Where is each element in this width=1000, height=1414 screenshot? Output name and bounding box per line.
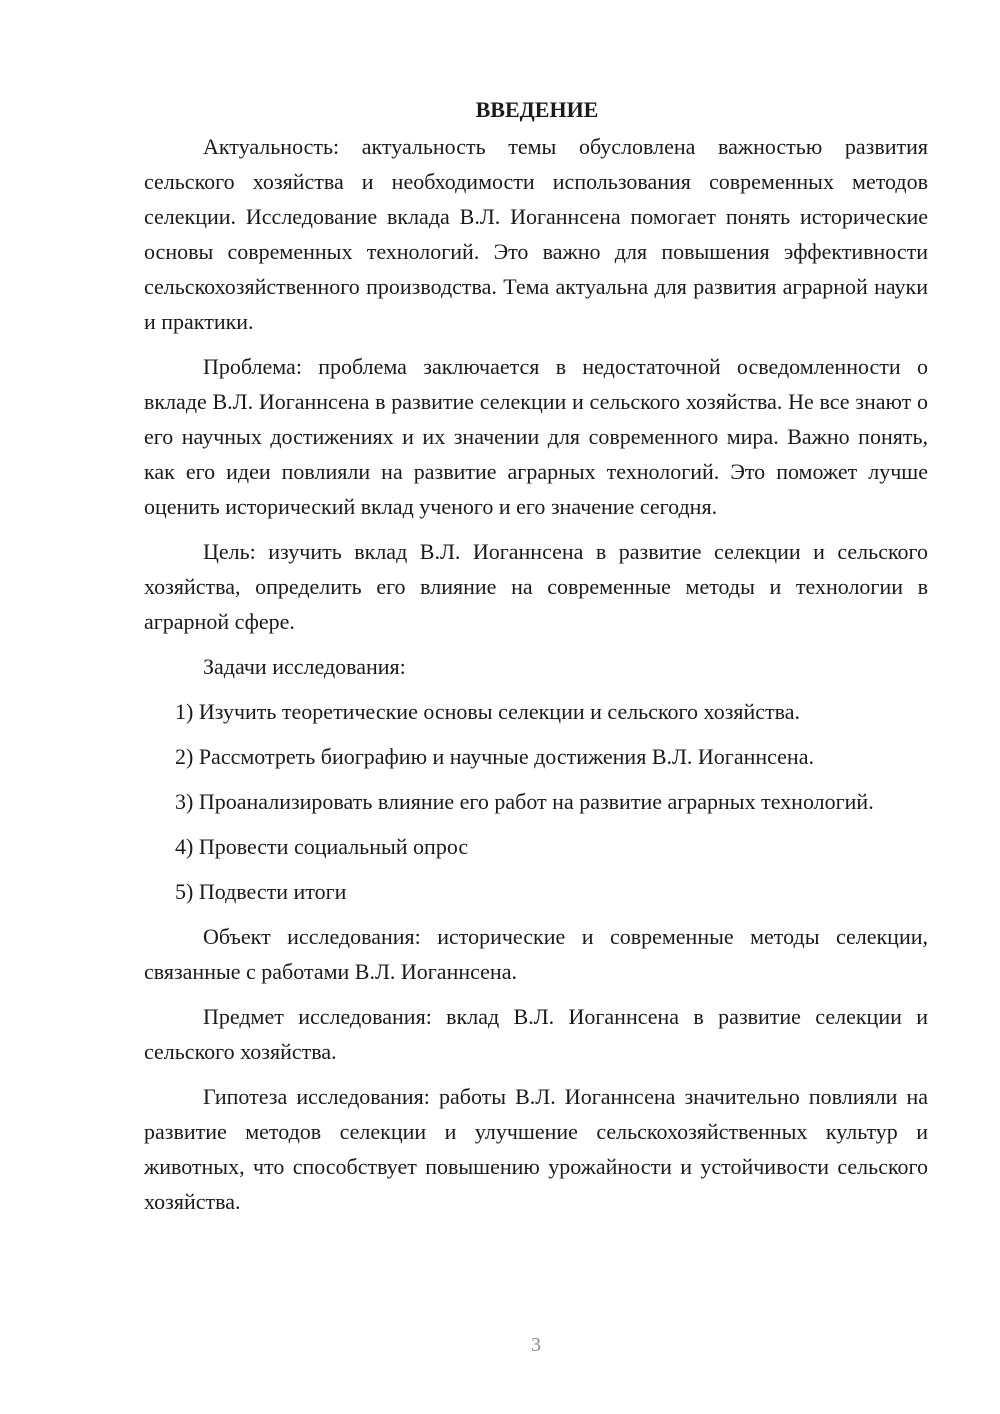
task-item-4: 4) Провести социальный опрос <box>175 834 469 859</box>
page-number: 3 <box>531 1334 541 1356</box>
section-title: ВВЕДЕНИЕ <box>475 97 599 122</box>
task-item-3: 3) Проанализировать влияние его работ на развитие аграрных технологий. <box>175 789 874 814</box>
goal-paragraph: Цель: изучить вклад В.Л. Иоганнсена в развитие селекции и сельского хозяйства, определить его влияние на современные методы и технологии в аграрной сфере. <box>144 539 928 634</box>
object-paragraph: Объект исследования: исторические и современные методы селекции, связанные с работами В.Л. Иоганнсена. <box>144 924 928 984</box>
task-item-5: 5) Подвести итоги <box>175 879 347 904</box>
subject-paragraph: Предмет исследования: вклад В.Л. Иоганнсена в развитие селекции и сельского хозяйства. <box>144 1004 928 1064</box>
relevance-paragraph: Актуальность: актуальность темы обусловлена важностью развития сельского хозяйства и необходимости использования современных методов селекции. Исследование вклада В.Л. Иоганнсена помогает понять исторические основы современных технологий. Это важно для повышения эффективности сельскохозяйственного производства. Тема актуальна для развития аграрной науки и практики. <box>144 134 928 334</box>
hypothesis-paragraph: Гипотеза исследования: работы В.Л. Иоганнсена значительно повлияли на развитие методов селекции и улучшение сельскохозяйственных культур и животных, что способствует повышению урожайности и устойчивости сельского хозяйства. <box>144 1084 928 1214</box>
task-item-1: 1) Изучить теоретические основы селекции и сельского хозяйства. <box>175 699 801 724</box>
tasks-heading: Задачи исследования: <box>203 654 406 679</box>
document-page <box>144 92 928 1229</box>
problem-paragraph: Проблема: проблема заключается в недостаточной осведомленности о вкладе В.Л. Иоганнсена в развитие селекции и сельского хозяйства. Не все знают о его научных достижениях и их значении для современного мира. Важно понять, как его идеи повлияли на развитие аграрных технологий. Это поможет лучше оценить исторический вклад ученого и его значение сегодня. <box>144 354 928 519</box>
task-item-2: 2) Рассмотреть биографию и научные достижения В.Л. Иоганнсена. <box>175 744 814 769</box>
